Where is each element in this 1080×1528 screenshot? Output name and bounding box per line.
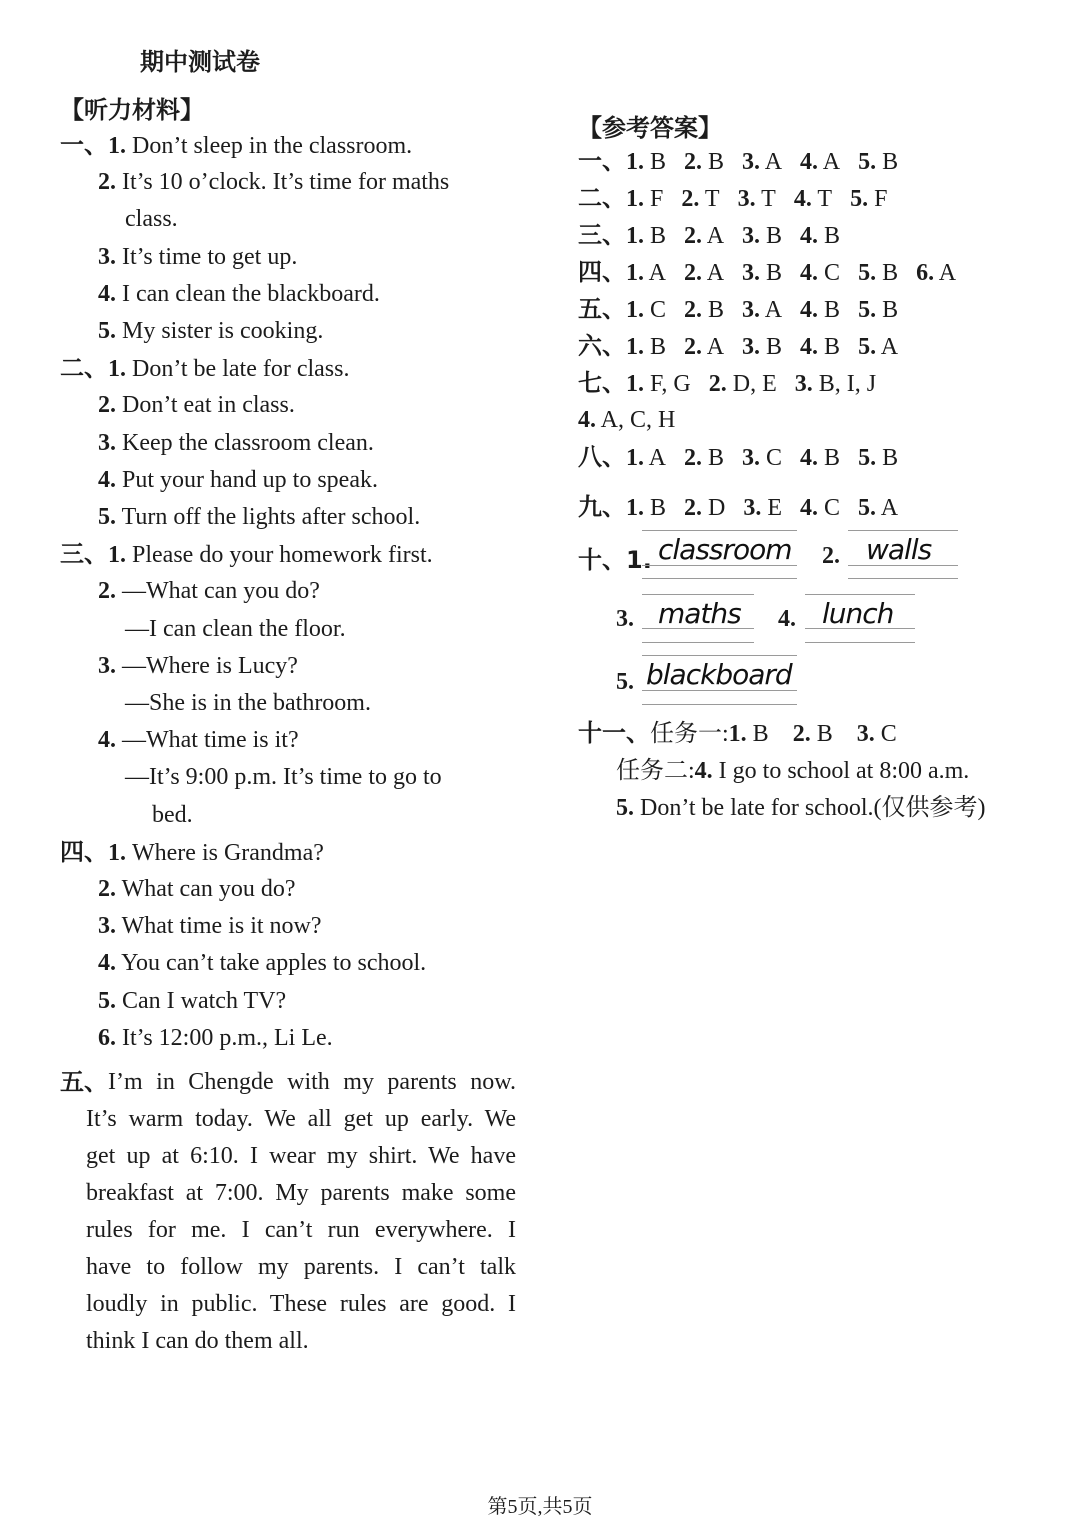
listening-line [125, 688, 371, 718]
answer-item: 1. A [626, 260, 667, 286]
item-text: Don’t sleep in the classroom. [126, 133, 413, 159]
section-label: 五、 [578, 295, 626, 323]
answer-item: 2. A [684, 260, 725, 286]
passage-line: rules for me. I can’t run everywhere. I [86, 1217, 516, 1243]
item-number: 1. [108, 840, 126, 866]
answer-item: 4. C [800, 260, 841, 286]
item-number: 4. [98, 281, 116, 307]
handwritten-answer-2: walls [866, 533, 932, 566]
item-text: You can’t take apples to school. [116, 950, 427, 976]
answer-item: 4. A, C, H [578, 407, 676, 433]
answer-item: 5. F [850, 186, 888, 212]
answer-item: 6. A [916, 260, 957, 286]
listening-line [98, 986, 286, 1016]
answer-row [578, 368, 894, 399]
passage-line: get up at 6:10. I wear my shirt. We have [86, 1143, 516, 1169]
answer-item: 4. C [800, 495, 841, 521]
answer-item: 2. A [684, 223, 725, 249]
listening-line [98, 576, 320, 606]
item-text: What time is it now? [116, 913, 322, 939]
answer-item: 1. B [626, 334, 667, 360]
section-label: 四、 [60, 838, 108, 866]
answer-item: 3. C [742, 445, 783, 471]
item-number: 5. [98, 504, 116, 530]
answer-item: 1. B [626, 149, 667, 175]
item-number: 2. [98, 392, 116, 418]
listening-line [98, 242, 297, 272]
item-number: 4. [98, 727, 116, 753]
listening-line [98, 948, 426, 978]
answer-item: 2. B [684, 297, 725, 323]
listening-heading: 【听力材料】 [60, 96, 204, 124]
listening-line [125, 762, 442, 792]
item-text: —What time is it? [116, 727, 299, 753]
answer-item: 3. A [742, 149, 783, 175]
item-text: —Where is Lucy? [116, 653, 298, 679]
answer-row [578, 257, 974, 288]
passage [86, 1064, 516, 1360]
item-number: 4. [98, 467, 116, 493]
item-number: 1. [108, 542, 126, 568]
listening-line [152, 800, 193, 830]
answer-item: 2. D, E [708, 371, 777, 397]
listening-line [98, 316, 323, 346]
section-label: 七、 [578, 369, 626, 397]
passage-line: have to follow my parents. I can’t talk [86, 1254, 516, 1280]
handwritten-answer-3: maths [658, 597, 741, 630]
answer-item: 1. B [626, 495, 667, 521]
item-text: —It’s 9:00 p.m. It’s time to go to [125, 764, 442, 790]
item-number: 3. [98, 244, 116, 270]
item-text: Can I watch TV? [116, 988, 287, 1014]
item-number: 1. [108, 356, 126, 382]
answer-item: 3. B, I, J [794, 371, 877, 397]
answer-item: 1. F, G [626, 371, 691, 397]
item-text: Please do your homework first. [126, 542, 433, 568]
page-footer: 第5页,共5页 [487, 1496, 593, 1518]
answer-item: 3. B [742, 260, 783, 286]
section-label: 八、 [578, 443, 626, 471]
answer-item: 4. T [793, 186, 833, 212]
item-number: 2. [98, 169, 116, 195]
item-text: Don’t eat in class. [116, 392, 295, 418]
answer-item: 5. B [858, 260, 899, 286]
page-title: 期中测试卷 [140, 48, 260, 76]
answer-row [578, 220, 858, 251]
answer-item: 4. A [800, 149, 841, 175]
listening-line [98, 1023, 333, 1053]
section11-line3: 5. Don’t be late for school.(仅供参考) [616, 795, 986, 821]
section10-label: 十、1. [578, 546, 652, 574]
answer-item: 1. B [626, 223, 667, 249]
answer-item: 1. A [626, 445, 667, 471]
handwritten-answer-4: lunch [822, 597, 894, 630]
item-number: 5. [98, 988, 116, 1014]
fill-number-2: 2. [822, 543, 840, 569]
listening-line [125, 204, 178, 234]
item-text: What can you do? [116, 876, 296, 902]
answer-row [578, 183, 905, 214]
answer-item: 3. B [742, 223, 783, 249]
item-number: 4. [98, 950, 116, 976]
answer-item: 5. A [858, 334, 899, 360]
listening-line [98, 465, 378, 495]
answer-row [578, 146, 916, 177]
section-label: 二、 [60, 354, 108, 382]
answer-item: 4. B [800, 334, 841, 360]
fill-number-5: 5. [616, 669, 634, 695]
item-number: 2. [98, 876, 116, 902]
item-text: Put your hand up to speak. [116, 467, 378, 493]
answer-row [578, 492, 916, 523]
item-number: 3. [98, 653, 116, 679]
fill-number-3: 3. [616, 606, 634, 632]
answer-item: 1. C [626, 297, 667, 323]
item-number: 3. [98, 913, 116, 939]
answer-item: 2. D [684, 495, 726, 521]
answer-item: 4. B [800, 297, 841, 323]
fill-number-4: 4. [778, 606, 796, 632]
answer-item: 3. T [737, 186, 776, 212]
item-text: —She is in the bathroom. [125, 690, 371, 716]
answer-item: 2. A [684, 334, 725, 360]
section-label: 九、 [578, 493, 626, 521]
answer-item: 3. A [742, 297, 783, 323]
listening-line [98, 725, 299, 755]
listening-line [60, 130, 412, 161]
item-number: 1. [108, 133, 126, 159]
answer-item: 4. B [800, 223, 841, 249]
section11-line2: 任务二:4. I go to school at 8:00 a.m. [616, 758, 970, 784]
item-text: It’s 10 o’clock. It’s time for maths [116, 169, 450, 195]
listening-line [60, 353, 350, 384]
item-text: Turn off the lights after school. [116, 504, 421, 530]
item-number: 3. [98, 430, 116, 456]
item-text: Don’t be late for class. [126, 356, 350, 382]
item-text: —I can clean the floor. [125, 616, 346, 642]
answer-item: 5. B [858, 297, 899, 323]
section-label: 三、 [578, 221, 626, 249]
item-text: It’s time to get up. [116, 244, 298, 270]
answer-item: 2. T [681, 186, 720, 212]
handwritten-answer-5: blackboard [646, 658, 792, 691]
item-text: Where is Grandma? [126, 840, 324, 866]
section-label: 二、 [578, 184, 626, 212]
item-number: 5. [98, 318, 116, 344]
listening-line [125, 614, 346, 644]
passage-line: It’s warm today. We all get up early. We [86, 1106, 516, 1132]
item-text: My sister is cooking. [116, 318, 324, 344]
section-label: 六、 [578, 332, 626, 360]
item-text: Keep the classroom clean. [116, 430, 374, 456]
answer-item: 5. B [858, 149, 899, 175]
item-number: 6. [98, 1025, 116, 1051]
listening-line [60, 539, 433, 570]
listening-line [98, 428, 374, 458]
item-text: I can clean the blackboard. [116, 281, 380, 307]
listening-line [98, 874, 296, 904]
item-text: —What can you do? [116, 578, 320, 604]
listening-line [98, 390, 295, 420]
passage-line: breakfast at 7:00. My parents make some [86, 1180, 516, 1206]
listening-line [98, 911, 322, 941]
item-number: 2. [98, 578, 116, 604]
item-text: bed. [152, 802, 193, 828]
item-text: It’s 12:00 p.m., Li Le. [116, 1025, 333, 1051]
section-label: 一、 [60, 131, 108, 159]
listening-line [98, 279, 380, 309]
section11-line1: 十一、任务一:1. B 2. B 3. C [578, 719, 897, 747]
answer-item: 4. B [800, 445, 841, 471]
answer-item: 3. E [743, 495, 783, 521]
listening-line [98, 167, 449, 197]
passage-line: loudly in public. These rules are good. I [86, 1291, 516, 1317]
answers-heading: 【参考答案】 [578, 114, 722, 142]
answer-item: 5. B [858, 445, 899, 471]
answer-item: 2. B [684, 149, 725, 175]
answer-row [578, 405, 693, 435]
handwritten-answer-1: classroom [658, 533, 792, 566]
answer-item: 3. B [742, 334, 783, 360]
answer-row [578, 442, 916, 473]
passage-line: think I can do them all. [86, 1328, 309, 1354]
item-text: class. [125, 206, 178, 232]
section-label: 四、 [578, 258, 626, 286]
answer-row [578, 294, 916, 325]
listening-line [98, 651, 298, 681]
listening-line [98, 502, 420, 532]
section-label: 五、 [60, 1068, 108, 1096]
passage-line: I’m in Chengde with my parents now. [108, 1069, 516, 1095]
section-label: 三、 [60, 540, 108, 568]
answer-item: 5. A [858, 495, 899, 521]
section-label: 一、 [578, 147, 626, 175]
answer-row [578, 331, 916, 362]
answer-item: 1. F [626, 186, 664, 212]
listening-line [60, 837, 324, 868]
answer-item: 2. B [684, 445, 725, 471]
